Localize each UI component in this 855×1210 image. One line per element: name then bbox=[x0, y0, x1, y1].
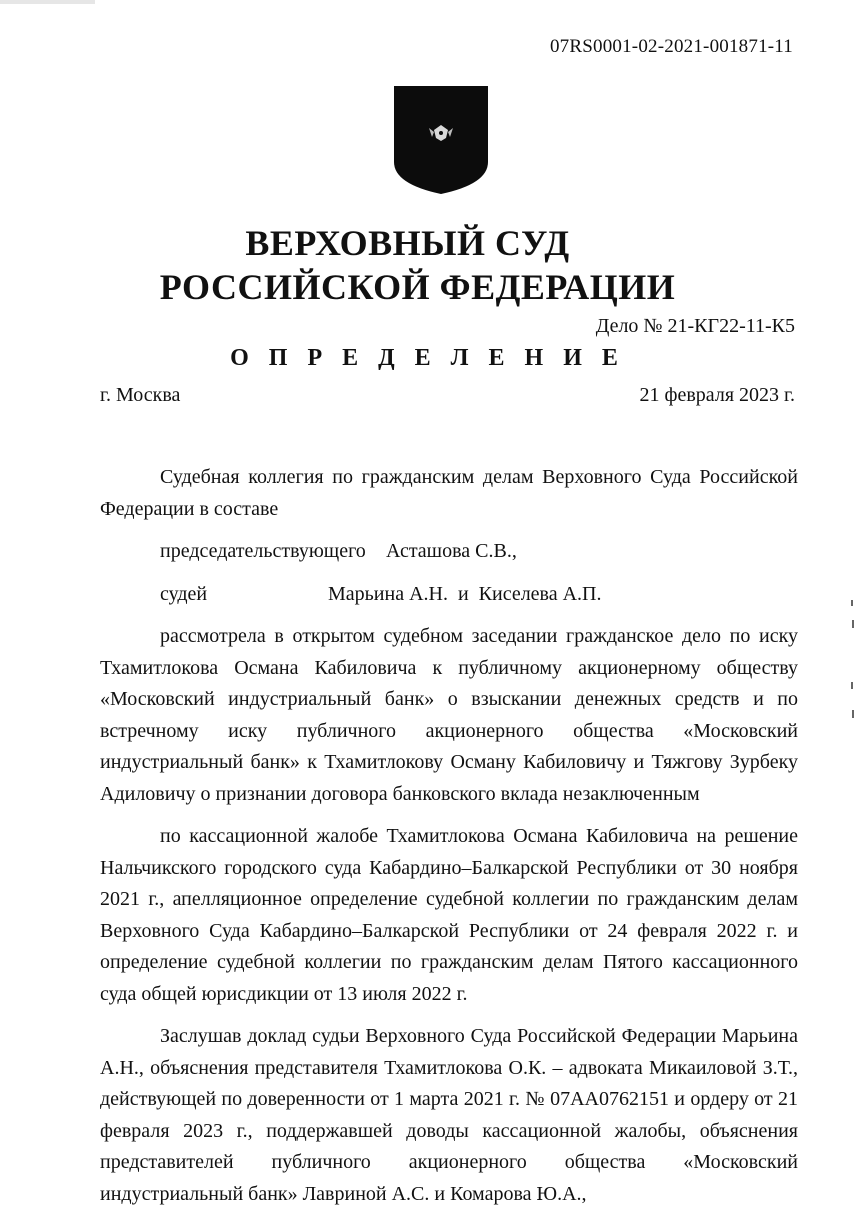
case-number: Дело № 21-КГ22-11-К5 bbox=[595, 315, 795, 337]
margin-scan-marks bbox=[847, 590, 855, 750]
document-date: 21 февраля 2023 г. bbox=[639, 384, 795, 406]
court-name-line-1: ВЕРХОВНЫЙ СУД bbox=[245, 223, 570, 263]
place: г. Москва bbox=[100, 384, 181, 406]
paragraph-1: рассмотрела в открытом судебном заседании гражданское дело по иску Тхамитлокова Османа Кабиловича к публичному акционерному обществу «Московский индустриальный банк» о взыскании денежных средств и по встречному иску публичного акционерного общества «Московский индустриальный банк» к Тхамитлокову Осману Кабиловичу и Тяжгову Зурбеку Адиловичу о признании договора банковского вклада незаключенным bbox=[100, 625, 798, 805]
judges-names: Марьина А.Н. и Киселева А.П. bbox=[328, 582, 602, 605]
judges-label: судей bbox=[160, 582, 208, 605]
intro-paragraph: Судебная коллегия по гражданским делам Верховного Суда Российской Федерации в составе bbox=[100, 466, 798, 520]
paragraph-2: по кассационной жалобе Тхамитлокова Османа Кабиловича на решение Нальчикского городского суда Кабардино–Балкарской Республики от 30 ноября 2021 г., апелляционное определение судебной коллегии по гражданским делам Верховного Суда Кабардино–Балкарской Республики от 24 февраля 2022 г. и определение судебной коллегии по гражданским делам Пятого кассационного суда общей юрисдикции от 13 июля 2022 г. bbox=[100, 825, 798, 1005]
document-type-heading: О П Р Е Д Е Л Е Н И Е bbox=[230, 345, 625, 371]
document-body bbox=[100, 462, 798, 1210]
paragraph-3: Заслушав доклад судьи Верховного Суда Российской Федерации Марьина А.Н., объяснения представителя Тхамитлокова О.К. – адвоката Микаиловой З.Т., действующей по доверенности от 1 марта 2021 г. № 07АА0762151 и ордеру от 21 февраля 2023 г., поддержавшей доводы кассационной жалобы, объяснения представителей публичного акционерного общества «Московский индустриальный банк» Лавриной А.С. и Комарова Ю.А., bbox=[100, 1025, 798, 1205]
court-name-line-2: РОССИЙСКОЙ ФЕДЕРАЦИИ bbox=[159, 267, 676, 307]
coat-of-arms-icon bbox=[392, 84, 490, 196]
chair-row bbox=[100, 536, 798, 568]
scan-artifact bbox=[0, 0, 95, 4]
document-id: 07RS0001-02-2021-001871-11 bbox=[549, 36, 793, 57]
chair-name: Асташова С.В., bbox=[386, 540, 517, 562]
chair-label: председательствующего bbox=[160, 540, 366, 562]
judges-row bbox=[100, 579, 798, 611]
